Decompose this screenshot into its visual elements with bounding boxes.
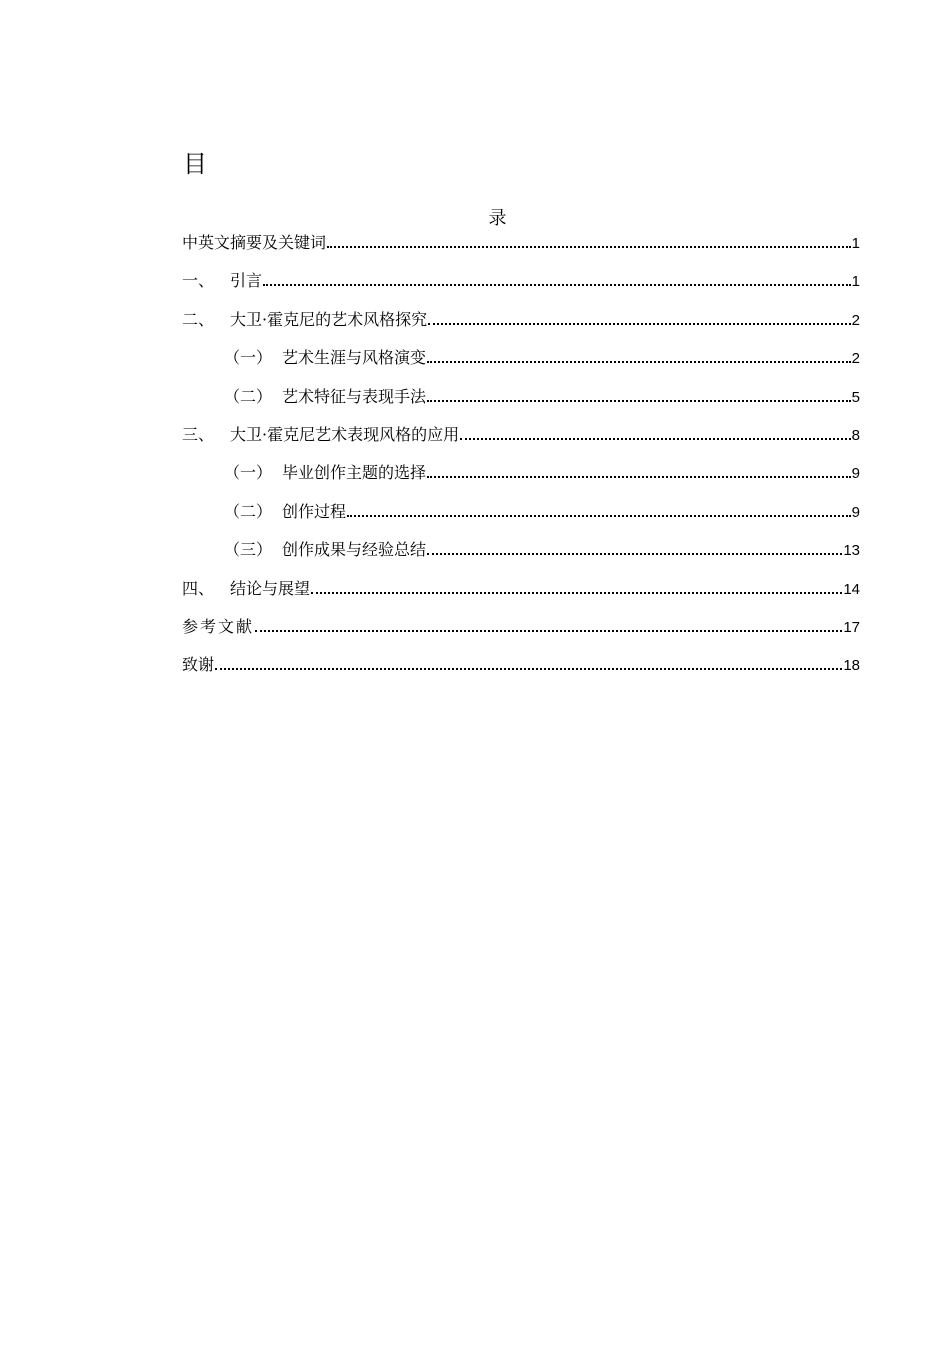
dot-leader [215,668,842,670]
toc-entry-page: 18 [843,657,860,675]
toc-entry-style-application[interactable] [182,422,860,460]
toc-entry-number: 四、 [182,578,215,598]
toc-entry-number: （三） [224,540,273,560]
toc-entry-page: 9 [851,503,860,521]
toc-entry-page: 8 [851,426,860,444]
toc-entry-title: 结论与展望 [230,578,311,598]
toc-entry-page: 2 [851,350,860,368]
dot-leader [327,246,851,248]
toc-entry-number: （一） [224,348,273,368]
dot-leader [255,630,842,632]
dot-leader [311,592,842,594]
toc-entry-abstract[interactable] [182,230,860,268]
dot-leader [427,476,851,478]
toc-entry-page: 14 [843,580,860,598]
dot-leader [347,515,851,517]
toc-entry-title: 大卫·霍克尼艺术表现风格的应用 [230,424,460,444]
toc-entry-creation-process[interactable] [182,499,860,537]
toc-entry-style-study[interactable] [182,307,860,345]
toc-entry-title: 创作过程 [282,501,347,521]
toc-entry-title: 大卫·霍克尼的艺术风格探究 [230,309,428,329]
table-of-contents [182,230,860,691]
toc-entry-page: 13 [843,542,860,560]
dot-leader [460,438,851,440]
toc-entry-title: 艺术特征与表现手法 [282,386,427,406]
toc-entry-title: 毕业创作主题的选择 [282,463,427,483]
toc-entry-number: （一） [224,463,273,483]
toc-entry-title: 创作成果与经验总结 [282,540,427,560]
dot-leader [263,284,851,286]
toc-entry-title: 艺术生涯与风格演变 [282,348,427,368]
toc-entry-references[interactable] [182,614,860,652]
toc-entry-title: 中英文摘要及关键词 [182,233,327,252]
toc-entry-introduction[interactable] [182,268,860,306]
toc-entry-title: 参考文献 [182,616,255,636]
dot-leader [428,323,851,325]
toc-entry-page: 1 [851,273,860,291]
toc-entry-page: 9 [851,465,860,483]
toc-entry-conclusion[interactable] [182,576,860,614]
toc-entry-page: 1 [851,235,860,252]
toc-entry-number: （二） [224,501,273,521]
toc-entry-title: 引言 [230,271,263,291]
dot-leader [427,400,851,402]
toc-entry-page: 2 [851,311,860,329]
toc-heading-second-char: 录 [488,208,507,229]
toc-entry-number: 三、 [182,424,215,444]
toc-entry-number: （二） [224,386,273,406]
toc-entry-title: 致谢 [182,655,215,675]
toc-entry-number: 二、 [182,309,215,329]
toc-entry-artistic-features[interactable] [182,384,860,422]
toc-heading-first-char: 目 [183,150,207,178]
toc-entry-theme-selection[interactable] [182,460,860,498]
toc-entry-acknowledgements[interactable] [182,652,860,690]
dot-leader [427,361,851,363]
toc-entry-page: 5 [851,388,860,406]
toc-entry-number: 一、 [182,271,215,291]
toc-entry-career-evolution[interactable] [182,345,860,383]
toc-entry-results-summary[interactable] [182,537,860,575]
dot-leader [427,553,842,555]
toc-entry-page: 17 [843,618,860,636]
